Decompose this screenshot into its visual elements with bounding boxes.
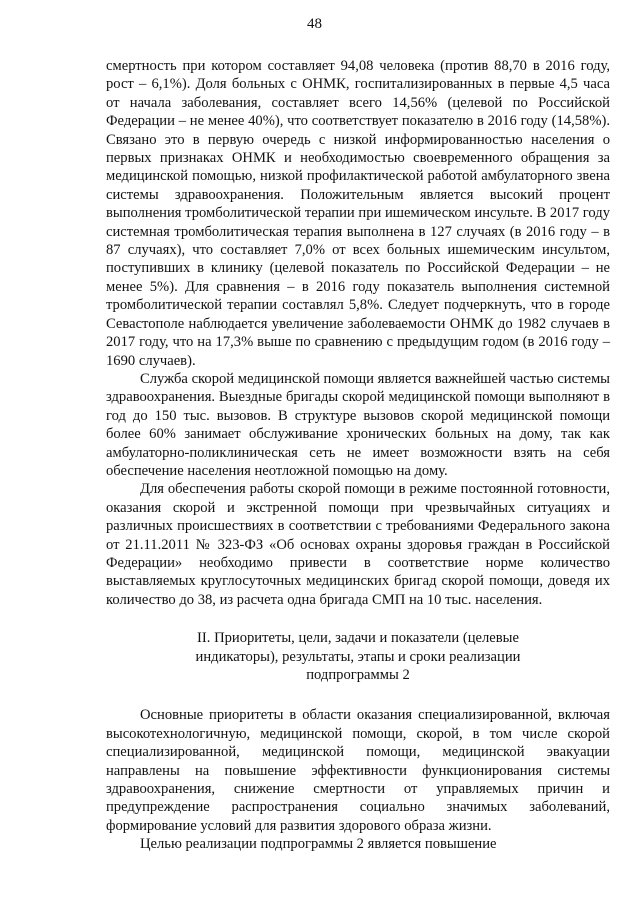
section-heading: II. Приоритеты, цели, задачи и показатели (целевые индикаторы), результаты, этапы и сроки реализации подпрограммы 2 bbox=[195, 630, 521, 683]
paragraph-priorities: Основные приоритеты в области оказания специализированной, включая высокотехнологичную, медицинской помощи, скорой, в том числе скорой специализированной, медицинской помощи, медицинской эвакуации направлены на повышение эффективности функционирования системы здравоохранения, снижение смертности от управляемых причин и предупреждение распространения социально значимых заболеваний, формирование условий для развития здорового образа жизни. bbox=[106, 707, 610, 834]
paragraph-goal: Целью реализации подпрограммы 2 является повышение bbox=[140, 836, 497, 853]
page-number: 48 bbox=[307, 16, 322, 32]
paragraph-stroke-statistics: смертность при котором составляет 94,08 человека (против 88,70 в 2016 году, рост – 6,1%). Доля больных с ОНМК, госпитализированных в первые 4,5 часа от начала заболевания, составляет всего 14,56% (целевой по Российской Федерации – не менее 40%), что соответствует показателю в 2016 году (14,58%). Связано это в первую очередь с низкой информированностью населения о первых признаках ОНМК и необходимостью своевременного обращения за медицинской помощью, низкой профилактической работой амбулаторного звена системы здравоохранения. Положительным является высокий процент выполнения тромболитической терапии при ишемическом инсульте. В 2017 году системная тромболитическая терапия выполнена в 127 случаях (в 2016 году – в 87 случаях), что составляет 7,0% от всех больных ишемическим инсультом, поступивших в клинику (целевой показатель по Российской Федерации – не менее 5%). Для сравнения – в 2016 году показатель выполнения системной тромболитической терапии составлял 5,8%. Следует подчеркнуть, что в городе Севастополе наблюдается увеличение заболеваемости ОНМК до 1982 случаев в 2017 году, что на 17,3% выше по сравнению с предыдущим годом (в 2016 году – 1690 случаев). bbox=[106, 58, 610, 369]
document-body bbox=[106, 57, 610, 854]
paragraph-ambulance-service: Служба скорой медицинской помощи является важнейшей частью системы здравоохранения. Выездные бригады скорой медицинской помощи выполняют в год до 150 тыс. вызовов. В структуре вызовов скорой медицинской помощи более 60% занимает обслуживание хронических больных на дому, так как амбулаторно-поликлиническая сеть не имеет возможности взять на себя обеспечение населения неотложной помощью на дому. bbox=[106, 370, 610, 479]
paragraph-ambulance-readiness: Для обеспечения работы скорой помощи в режиме постоянной готовности, оказания скорой и экстренной помощи при чрезвычайных ситуациях и различных происшествиях в соответствии с требованиями Федерального закона от 21.11.2011 № 323-ФЗ «Об основах охраны здоровья граждан в Российской Федерации» необходимо привести в соответствие норме количество выставляемых круглосуточных медицинских бригад скорой помощи, доведя их количество до 38, из расчета одна бригада СМП на 10 тыс. населения. bbox=[106, 481, 610, 608]
